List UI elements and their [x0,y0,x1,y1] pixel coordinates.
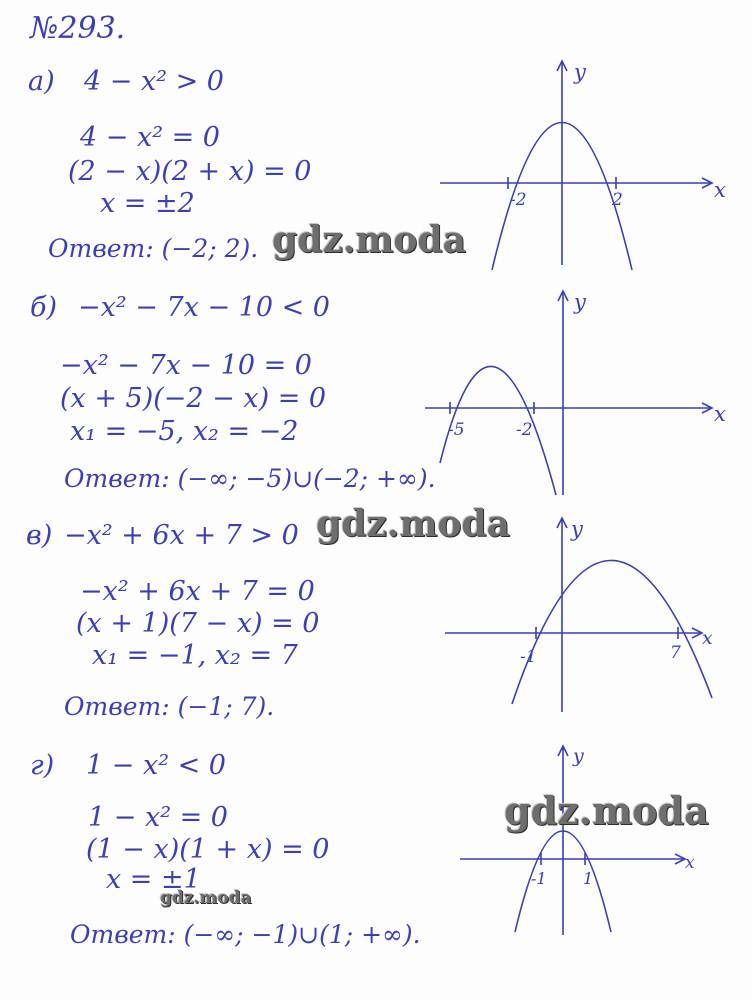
part-a-tick-label-left: -2 [510,190,527,210]
part-b-graph [420,285,730,500]
part-c-inequality: −x² + 6x + 7 > 0 [64,520,299,551]
part-c-answer: Ответ: (−1; 7). [64,692,275,721]
part-a-step-1: 4 − x² = 0 [80,122,220,153]
watermark-4: gdz.moda [160,888,252,908]
part-d-step-2: (1 − x)(1 + x) = 0 [86,834,330,865]
part-c-tick-label-right: 7 [670,643,681,663]
part-d-label: г) [30,750,55,781]
part-b-step-1: −x² − 7x − 10 = 0 [60,350,312,381]
part-b-inequality: −x² − 7x − 10 < 0 [78,292,330,323]
part-a-y-label: y [574,60,586,84]
part-d-step-3: x = ±1 [106,864,201,895]
part-c-label: в) [26,520,53,551]
part-c-y-label: y [571,517,583,541]
part-d-x-label: x [685,853,695,873]
watermark-3: gdz.moda [504,788,709,833]
part-d-graph [455,740,705,940]
part-b-step-2: (x + 5)(−2 − x) = 0 [60,383,327,414]
part-a-answer: Ответ: (−2; 2). [48,234,259,263]
part-d-tick-label-right: 1 [583,869,594,888]
part-c-graph [440,512,730,717]
part-d-y-label: y [573,745,584,767]
watermark-2: gdz.moda [316,503,510,545]
part-c-tick-label-left: -1 [520,647,537,667]
part-c-step-2: (x + 1)(7 − x) = 0 [76,608,320,639]
part-b-label: б) [30,292,58,323]
part-b-y-label: y [574,290,586,314]
watermark-1: gdz.moda [272,219,466,261]
part-d-tick-label-left: -1 [531,869,547,888]
part-a-label: а) [28,66,55,97]
part-d-step-1: 1 − x² = 0 [88,802,228,833]
part-b-tick-label-left: -5 [448,420,465,440]
part-b-x-label: x [714,402,726,426]
part-d-inequality: 1 − x² < 0 [86,750,226,781]
part-a-step-3: x = ±2 [100,188,195,219]
problem-number: №293. [30,11,126,46]
part-a-x-label: x [714,178,726,202]
part-a-tick-label-right: 2 [612,190,623,210]
part-c-step-3: x₁ = −1, x₂ = 7 [92,640,298,671]
part-b-tick-label-right: -2 [516,420,533,440]
part-b-step-3: x₁ = −5, x₂ = −2 [70,416,299,447]
part-c-step-1: −x² + 6x + 7 = 0 [80,576,315,607]
part-c-x-label: x [702,627,713,649]
part-a-inequality: 4 − x² > 0 [84,66,224,97]
part-a-step-2: (2 − x)(2 + x) = 0 [68,156,312,187]
part-a-graph [430,55,730,270]
part-d-answer: Ответ: (−∞; −1)∪(1; +∞). [70,920,421,949]
part-b-answer: Ответ: (−∞; −5)∪(−2; +∞). [64,464,436,493]
